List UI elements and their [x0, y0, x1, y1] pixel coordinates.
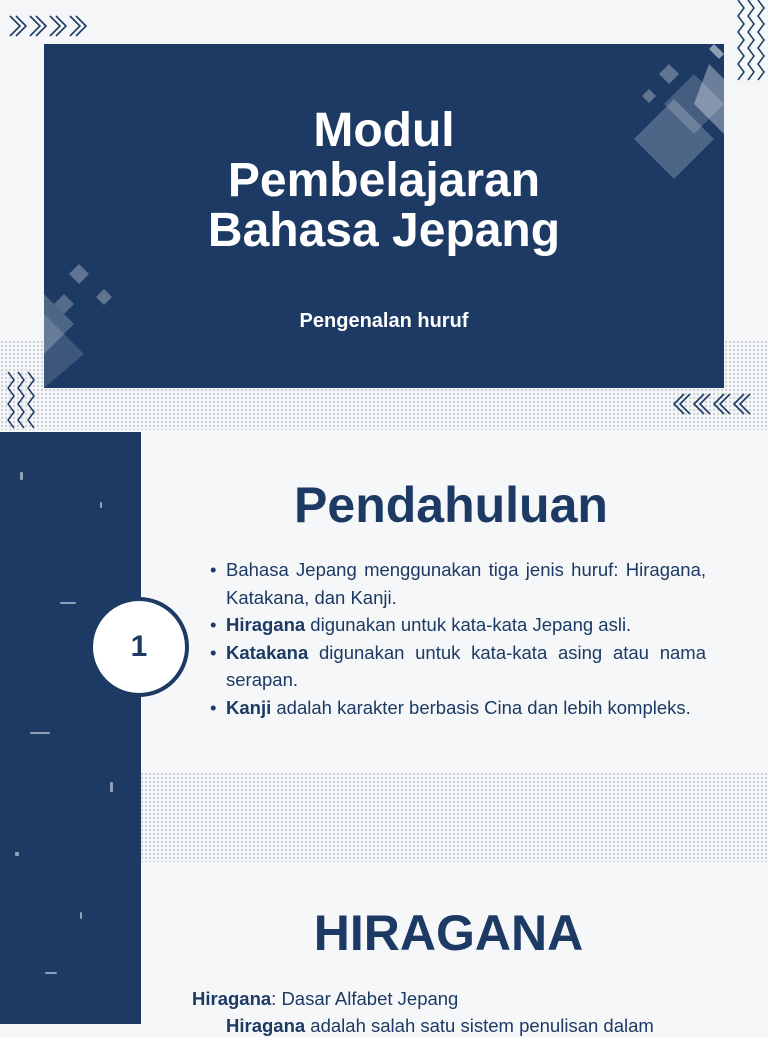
bullet-text: adalah karakter berbasis Cina dan lebih kompleks.: [271, 696, 691, 718]
content-slide: [0, 432, 768, 1036]
cover-panel: [44, 44, 724, 388]
cover-subtitle: Pengenalan huruf: [299, 310, 469, 332]
bullet-text: digunakan untuk kata-kata Jepang asli.: [305, 614, 632, 635]
side-bar: [0, 432, 141, 1024]
section-number: 1: [92, 600, 186, 694]
section-heading: Pendahuluan: [294, 477, 608, 533]
cover-title: Modul Pembelajaran Bahasa Jepang: [207, 104, 561, 257]
chevron-right-decoration-icon: [8, 12, 88, 40]
bullet-term: Hiragana: [226, 614, 306, 635]
hiragana-label: [192, 988, 458, 1010]
bullet-text: adalah salah satu sistem penulisan dalam: [305, 1015, 654, 1036]
section-number-badge: [89, 597, 189, 697]
intro-bullet-list: [210, 556, 706, 721]
list-item: [210, 556, 706, 611]
bullet-term: Kanji: [226, 696, 272, 718]
cover-slide: [0, 0, 768, 430]
hiragana-label-term: Hiragana: [192, 988, 272, 1009]
bullet-text: Bahasa Jepang menggunakan tiga jenis huruf: Hiragana, Katakana, dan Kanji.: [226, 559, 706, 608]
bullet-text: digunakan untuk kata-kata asing atau nama serapan.: [226, 641, 706, 690]
hiragana-label-text: : Dasar Alfabet Jepang: [271, 988, 459, 1009]
zigzag-decoration-icon: [4, 372, 38, 430]
list-item: [210, 611, 706, 639]
bullet-term: Hiragana: [226, 1015, 306, 1036]
list-item: [210, 694, 706, 722]
chevron-left-decoration-icon: [672, 390, 754, 418]
list-item: [210, 639, 706, 694]
zigzag-decoration-icon: [734, 0, 768, 82]
hiragana-heading: HIRAGANA: [313, 905, 584, 961]
bullet-term: Katakana: [226, 641, 309, 663]
hiragana-partial-bullet: [210, 1015, 710, 1036]
